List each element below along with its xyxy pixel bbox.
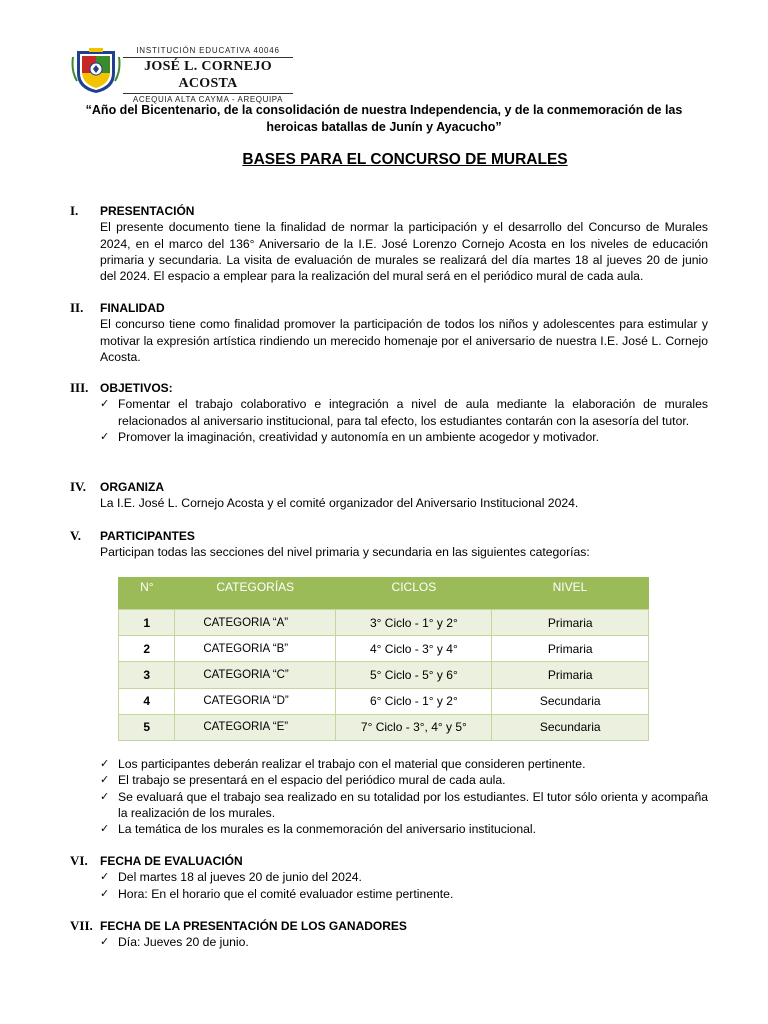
check-icon: ✓: [100, 430, 110, 443]
section-heading: FECHA DE EVALUACIÓN: [100, 854, 243, 868]
check-icon: ✓: [100, 790, 110, 803]
check-icon: ✓: [100, 936, 110, 949]
section-body: [100, 203, 708, 284]
list-item-text: Hora: En el horario que el comité evaluador estime pertinente.: [118, 886, 454, 901]
table-cell-level: Primaria: [492, 636, 649, 662]
section-body: [100, 300, 708, 365]
section-number: I.: [70, 203, 79, 218]
check-icon: ✓: [100, 398, 110, 411]
school-address: ACEQUIA ALTA CAYMA - AREQUIPA: [132, 95, 284, 104]
list-item-text: El trabajo se presentará en el espacio del periódico mural de cada aula.: [118, 773, 506, 788]
check-icon: ✓: [100, 758, 110, 770]
check-icon: ✓: [100, 871, 110, 884]
section-number: V.: [70, 528, 81, 543]
list-item: [100, 886, 708, 902]
list-item: [100, 821, 708, 837]
table-row: [119, 610, 649, 636]
table-cell-category: CATEGORIA “A”: [175, 610, 336, 636]
section-number: VII.: [70, 918, 93, 933]
section-text: La I.E. José L. Cornejo Acosta y el comité organizador del Aniversario Institucional 2024.: [100, 496, 579, 511]
list-item: [100, 789, 708, 822]
table-row: [119, 688, 649, 714]
check-icon: ✓: [100, 887, 110, 900]
table-cell-level: Primaria: [492, 662, 649, 688]
list-item-text: Fomentar el trabajo colaborativo e integración a nivel de aula mediante la elaboración de murales relacionados al aniversario institucional, para tal efecto, los estudiantes contarán con la asesoría del tutor.: [118, 397, 708, 428]
school-crest-icon: [71, 47, 121, 95]
school-line-1: INSTITUCIÓN EDUCATIVA 40046: [136, 46, 280, 55]
table-cell-category: CATEGORIA “E”: [175, 714, 336, 740]
table-cell-cycle: 6° Ciclo - 1° y 2°: [336, 688, 492, 714]
table-header-cell: N°: [119, 578, 175, 610]
table-cell-level: Primaria: [492, 610, 649, 636]
table-cell-number: 4: [119, 688, 175, 714]
section-heading: OBJETIVOS:: [100, 381, 173, 395]
section-heading: PRESENTACIÓN: [100, 204, 195, 218]
section-body: [100, 380, 708, 445]
table-cell-number: 1: [119, 610, 175, 636]
table-cell-number: 2: [119, 636, 175, 662]
table-cell-cycle: 5° Ciclo - 5° y 6°: [336, 662, 492, 688]
table-cell-cycle: 3° Ciclo - 1° y 2°: [336, 610, 492, 636]
section-number: III.: [70, 380, 89, 395]
list-item-text: Día: Jueves 20 de junio.: [118, 935, 249, 950]
section-body: [100, 853, 708, 902]
list-item: [100, 869, 708, 885]
table-cell-category: CATEGORIA “B”: [175, 636, 336, 662]
section-body: [100, 756, 708, 837]
table-row: [119, 636, 649, 662]
table-header-row: [119, 578, 649, 610]
section-heading: ORGANIZA: [100, 480, 164, 494]
list-item-text: Se evaluará que el trabajo sea realizado en su totalidad por los estudiantes. El tutor sólo orienta y acompaña la realización de los murales.: [118, 789, 708, 820]
section-heading: PARTICIPANTES: [100, 529, 195, 543]
letterhead: [71, 45, 293, 104]
table-cell-level: Secundaria: [492, 714, 649, 740]
table-row: [119, 662, 649, 688]
section-body: [100, 528, 708, 561]
section-number: VI.: [70, 853, 88, 868]
winners-date-list: [100, 934, 708, 950]
categories-table: [118, 577, 649, 741]
section-body: [100, 918, 708, 951]
section-text: El concurso tiene como finalidad promover la participación de todos los niños y adolescentes para estimular y motivar la expresión artística rindiendo un merecido homenaje por el aniversario de nuestra I.E. José L. Cornejo Acosta.: [100, 317, 708, 364]
section-heading: FINALIDAD: [100, 301, 165, 315]
objectives-list: [100, 396, 708, 445]
list-item-text: Del martes 18 al jueves 20 de junio del 2024.: [118, 870, 362, 885]
document-title: [0, 151, 768, 169]
section-body: [100, 479, 708, 512]
section-number: IV.: [70, 479, 87, 494]
school-name-block: [123, 45, 293, 105]
table-cell-cycle: 4° Ciclo - 3° y 4°: [336, 636, 492, 662]
section-text: El presente documento tiene la finalidad de normar la participación y el desarrollo del Concurso de Murales 2024, en el marco del 136° Aniversario de la I.E. José Lorenzo Cornejo Acosta en los niveles de educación primaria y secundaria. La visita de evaluación de murales se realizará del día martes 18 al jueves 20 de junio del 2024. El espacio a emplear para la realización del mural será en el periódico mural de cada aula.: [100, 220, 708, 284]
table-cell-category: CATEGORIA “D”: [175, 688, 336, 714]
section-heading: FECHA DE LA PRESENTACIÓN DE LOS GANADORES: [100, 919, 407, 933]
list-item: [100, 396, 708, 429]
list-item-text: Los participantes deberán realizar el trabajo con el material que consideren pertinente.: [118, 757, 586, 771]
table-header-cell: NIVEL: [492, 578, 649, 610]
list-item-text: Promover la imaginación, creatividad y autonomía en un ambiente acogedor y motivador.: [118, 429, 599, 444]
table-cell-level: Secundaria: [492, 688, 649, 714]
list-item-text: La temática de los murales es la conmemoración del aniversario institucional.: [118, 822, 536, 837]
participants-rules-list: [100, 756, 708, 837]
school-name: JOSÉ L. CORNEJO ACOSTA: [144, 59, 272, 91]
evaluation-date-list: [100, 869, 708, 902]
check-icon: ✓: [100, 774, 110, 787]
list-item: [100, 934, 708, 950]
list-item: [100, 429, 708, 445]
section-text: Participan todas las secciones del nivel primaria y secundaria en las siguientes categorías:: [100, 545, 590, 560]
table-cell-number: 5: [119, 714, 175, 740]
table-cell-number: 3: [119, 662, 175, 688]
list-item: [100, 772, 708, 788]
table-cell-category: CATEGORIA “C”: [175, 662, 336, 688]
section-number: II.: [70, 300, 84, 315]
table-cell-cycle: 7° Ciclo - 3°, 4° y 5°: [336, 714, 492, 740]
table-header-cell: CICLOS: [336, 578, 492, 610]
year-motto: “Año del Bicentenario, de la consolidación de nuestra Independencia, y de la conmemoración de las heroicas batallas de Junín y Ayacucho”: [85, 103, 683, 134]
list-item: [100, 756, 708, 772]
table-row: [119, 714, 649, 740]
table-header-cell: CATEGORÍAS: [175, 578, 336, 610]
document-title-text: BASES PARA EL CONCURSO DE MURALES: [242, 151, 568, 168]
check-icon: ✓: [100, 823, 110, 836]
